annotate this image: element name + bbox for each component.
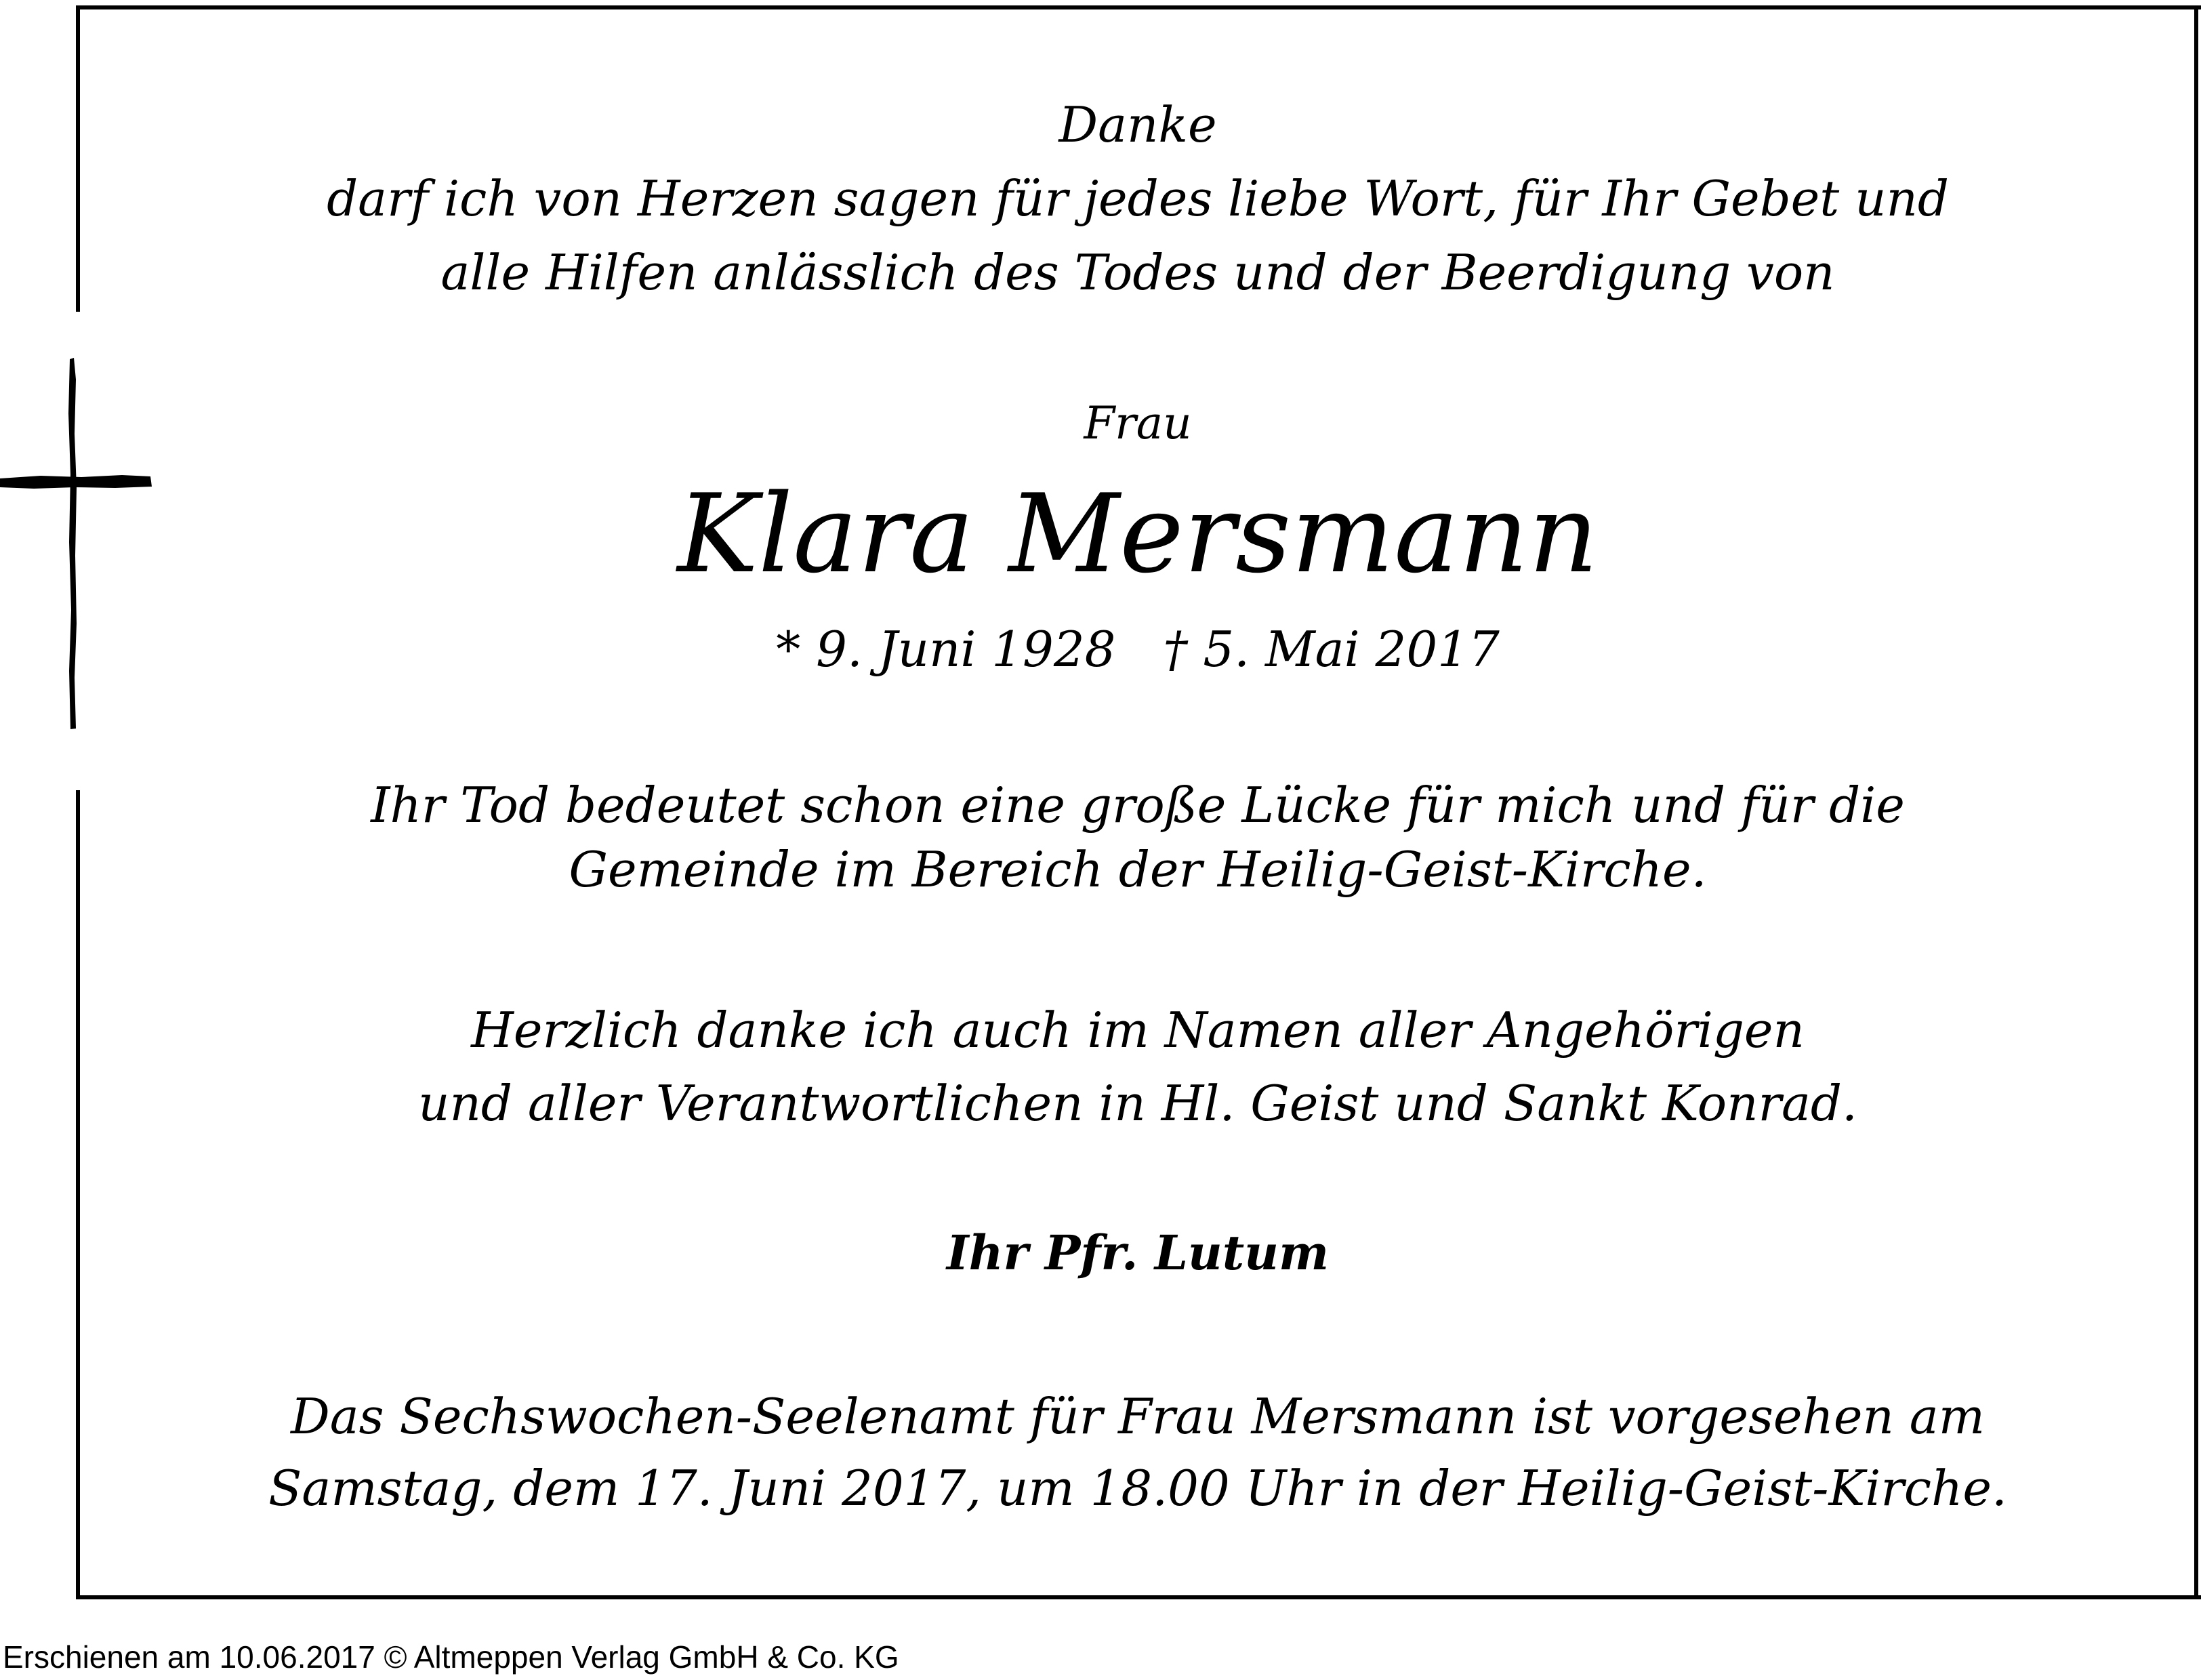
birth-date: * 9. Juni 1928 bbox=[776, 621, 1116, 678]
service-note-line-2: Samstag, dem 17. Juni 2017, um 18.00 Uhr in der Heilig-Geist-Kirche. bbox=[268, 1460, 2007, 1517]
body-line-2: Gemeinde im Bereich der Heilig-Geist-Kirche. bbox=[569, 841, 1707, 898]
frame-right-border bbox=[2194, 5, 2198, 1599]
intro-line-2: alle Hilfen anlässlich des Todes und der Beerdigung von bbox=[440, 244, 1835, 301]
deceased-name: Klara Mersmann bbox=[677, 470, 1599, 597]
body-line-1: Ihr Tod bedeutet schon eine große Lücke für mich und für die bbox=[371, 777, 1905, 834]
frame-left-border-upper bbox=[76, 5, 80, 312]
body-line-3: Herzlich danke ich auch im Namen aller Angehörigen bbox=[471, 1002, 1805, 1059]
signature: Ihr Pfr. Lutum bbox=[946, 1225, 1330, 1281]
publication-footer: Erschienen am 10.06.2017 © Altmeppen Verlag GmbH & Co. KG bbox=[3, 1639, 899, 1675]
body-line-4: und aller Verantwortlichen in Hl. Geist und Sankt Konrad. bbox=[418, 1075, 1857, 1132]
service-note-line-1: Das Sechswochen-Seelenamt für Frau Mersmann ist vorgesehen am bbox=[291, 1388, 1985, 1445]
salutation: Frau bbox=[1084, 397, 1192, 449]
life-dates bbox=[81, 621, 2194, 678]
notice-content bbox=[81, 0, 2194, 1595]
intro-line-1: darf ich von Herzen sagen für jedes liebe Wort, für Ihr Gebet und bbox=[327, 170, 1949, 227]
frame-bottom-border bbox=[76, 1595, 2201, 1599]
notice-heading: Danke bbox=[1058, 96, 1217, 153]
death-date: † 5. Mai 2017 bbox=[1163, 621, 1500, 678]
frame-left-border-lower bbox=[76, 790, 80, 1599]
